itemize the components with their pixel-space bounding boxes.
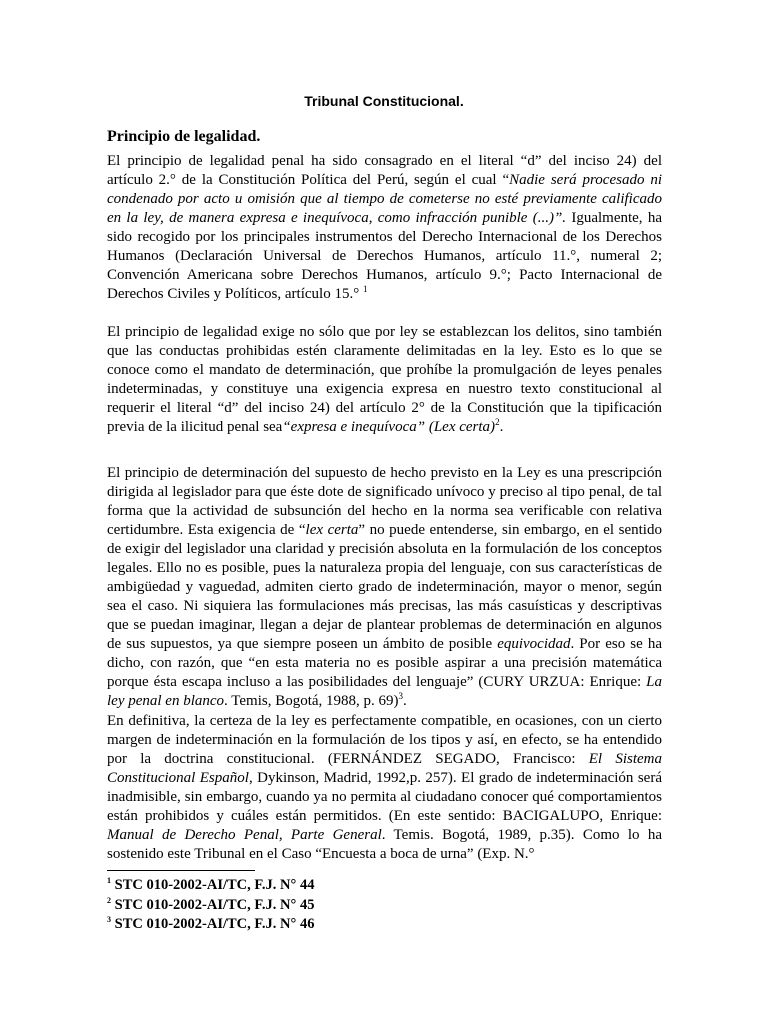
paragraph-1-text-c: Igualmente, ha sido recogido por los principales instrumentos del Derecho Internacional de los Derechos Humanos (Declaración Universal de Derechos Humanos, artículo 11.°, numeral 2; Convención Americana sobre Derechos Humanos, artículo 9.°; Pacto Internacional de Derechos Civiles y Políticos, artículo 15.°: [107, 210, 662, 302]
paragraph-2: [107, 323, 662, 437]
footnote-text: STC 010-2002-AI/TC, F.J. N° 45: [114, 896, 315, 913]
paragraph-1-text-a: El principio de legalidad penal ha sido consagrado en el literal “d” del inciso 24) del artículo 2.° de la Constitución Política del Perú, según el cual “: [107, 153, 662, 188]
footnote-text: STC 010-2002-AI/TC, F.J. N° 46: [114, 916, 315, 932]
footnote-number: 3: [107, 915, 111, 925]
paragraph-2-quote: “expresa e inequívoca” (Lex certa): [282, 419, 496, 435]
footnote-number: 2: [107, 895, 111, 905]
paragraph-4-text-a: En definitiva, la certeza de la ley es perfectamente compatible, en ocasiones, con un cierto margen de indeterminación en la formulación de los tipos y así, en efecto, se ha entendido por la doctrina constitucional. (FERNÁNDEZ SEGADO, Francisco:: [107, 713, 662, 767]
paragraph-3: [107, 464, 662, 711]
paragraph-3-text-a: El principio de determinación del supuesto de hecho previsto en la Ley es una prescripción dirigida al legislador para que éste dote de significado unívoco y preciso al tipo penal, de tal forma que la actividad de subsunción del hecho en la norma sea verificable con relativa certidumbre. Esta exigencia de “: [107, 465, 662, 538]
paragraph-3-text-h: .: [403, 693, 407, 709]
paragraph-3-text-e: . Por eso se ha dicho, con razón, que “en esta materia no es posible aspirar a una precisión matemática porque ésta escapa incluso a las posibilidades del lenguaje” (CURY URZUA: Enrique:: [107, 636, 662, 690]
footnote-2: [107, 896, 314, 916]
document-title: Tribunal Constitucional.: [304, 93, 464, 109]
paragraph-4-text-e: . Temis. Bogotá, 1989, p.35). Como lo ha sostenido este Tribunal en el Caso “Encuesta a boca de urna” (Exp. N.°: [107, 827, 663, 862]
paragraph-4-text-c: , Dykinson, Madrid, 1992,p. 257). El grado de indeterminación será inadmisible, sin embargo, cuando ya no permita al ciudadano conocer qué comportamientos están prohibidos y cuáles están permitidos. (En este sentido: BACIGALUPO, Enrique:: [107, 770, 662, 824]
paragraph-3-text-g: . Temis, Bogotá, 1988, p. 69): [224, 693, 399, 709]
footnote-1: [107, 876, 314, 896]
paragraph-1-quote: Nadie será procesado ni condenado por acto u omisión que al tiempo de cometerse no esté previamente calificado en la ley, de manera expresa e inequívoca, como infracción punible (...)”.: [107, 172, 662, 226]
footnote-number: 1: [107, 876, 111, 886]
footnote-3: [107, 915, 314, 935]
footnote-ref-1[interactable]: 1: [362, 284, 368, 294]
footnote-ref-3[interactable]: 3: [398, 691, 404, 701]
footnote-separator: [107, 870, 255, 871]
paragraph-4: [107, 712, 662, 864]
paragraph-3-text-c: ” no puede entenderse, sin embargo, en el sentido de exigir del legislador una claridad y precisión absoluta en la formulación de los conceptos legales. Ello no es posible, pues la naturaleza propia del lenguaje, con sus características de ambigüedad y vaguedad, admiten cierto grado de indeterminación, mayor o menor, según sea el caso. Ni siquiera las formulaciones más precisas, las más casuísticas y descriptivas que se puedan imaginar, llegan a dejar de plantear problemas de determinación en algunos de sus supuestos, ya que siempre poseen un ámbito de posible: [107, 522, 662, 652]
footnote-text: STC 010-2002-AI/TC, F.J. N° 44: [114, 877, 315, 893]
paragraph-1: [107, 152, 662, 304]
paragraph-4-book-title-1: El Sistema Constitucional Español: [107, 751, 662, 786]
paragraph-4-book-title-2: Manual de Derecho Penal, Parte General: [107, 827, 382, 843]
footnote-ref-2[interactable]: 2: [495, 417, 500, 427]
paragraph-3-book-title: La ley penal en blanco: [107, 674, 662, 709]
section-heading: Principio de legalidad.: [107, 128, 261, 145]
footnotes: [107, 876, 314, 935]
paragraph-2-text-c: .: [499, 419, 504, 435]
paragraph-3-lex-certa: lex certa: [305, 522, 359, 538]
paragraph-3-equivocidad: equivocidad: [497, 636, 571, 652]
paragraph-2-text-a: El principio de legalidad exige no sólo que por ley se establezcan los delitos, sino también que las conductas prohibidas estén claramente delimitadas en la ley. Esto es lo que se conoce como el mandato de determinación, que prohíbe la promulgación de leyes penales indeterminadas, y constituye una exigencia expresa en nuestro texto constitucional al requerir el literal “d” del inciso 24) del artículo 2° de la Constitución que la tipificación previa de la ilicitud penal sea: [107, 324, 662, 435]
